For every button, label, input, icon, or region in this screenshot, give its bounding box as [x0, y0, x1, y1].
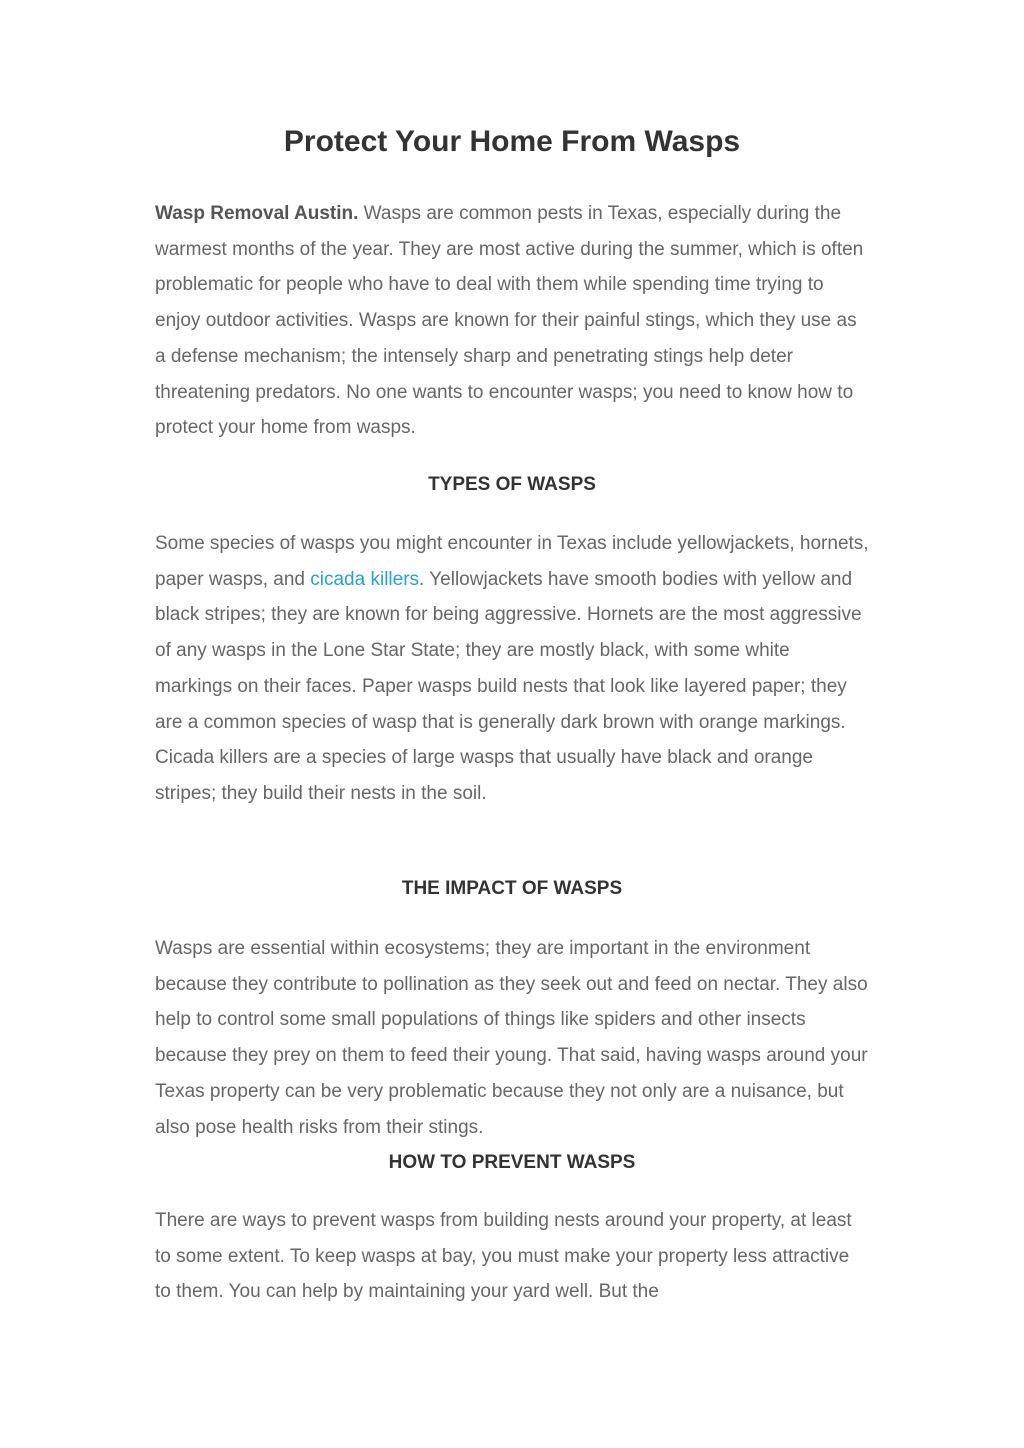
intro-text: Wasps are common pests in Texas, especially during the warmest months of the year. They are most active during the summer, which is often problematic for people who have to deal with them while spending time trying to enjoy outdoor activities. Wasps are known for their painful stings, which they use as a defense mechanism; the intensely sharp and penetrating stings help deter threatening predators. No one wants to encounter wasps; you need to know how to protect your home from wasps.	[155, 203, 864, 439]
intro-paragraph	[155, 196, 870, 446]
cicada-killers-link[interactable]: cicada killers	[310, 568, 420, 590]
intro-lead: Wasp Removal Austin.	[155, 203, 359, 224]
prevent-paragraph: There are ways to prevent wasps from building nests around your property, at least to some extent. To keep wasps at bay, you must make your property less attractive to them. You can help by maintaining your yard well. But the	[155, 1210, 852, 1303]
page-title: Protect Your Home From Wasps	[283, 125, 741, 158]
types-paragraph	[155, 526, 870, 812]
types-text-after-link: . Yellowjackets have smooth bodies with yellow and black stripes; they are known for being aggressive. Hornets are the most aggressive of any wasps in the Lone Star State; they are mostly black, with some white markings on their faces. Paper wasps build nests that look like layered paper; they are a common species of wasp that is generally dark brown with orange markings. Cicada killers are a species of large wasps that usually have black and orange stripes; they build their nests in the soil.	[155, 568, 862, 804]
impact-paragraph: Wasps are essential within ecosystems; they are important in the environment because they contribute to pollination as they seek out and feed on nectar. They also help to control some small populations of things like spiders and other insects because they prey on them to feed their young. That said, having wasps around your Texas property can be very problematic because they not only are a nuisance, but also pose health risks from their stings.	[155, 938, 868, 1138]
heading-prevent-wasps: HOW TO PREVENT WASPS	[388, 1152, 636, 1173]
heading-types-of-wasps: TYPES OF WASPS	[428, 474, 596, 495]
heading-impact-of-wasps: THE IMPACT OF WASPS	[401, 878, 623, 899]
types-text-before-link: Some species of wasps you might encounter in Texas include yellowjackets, hornets, paper wasps, and	[155, 533, 869, 590]
